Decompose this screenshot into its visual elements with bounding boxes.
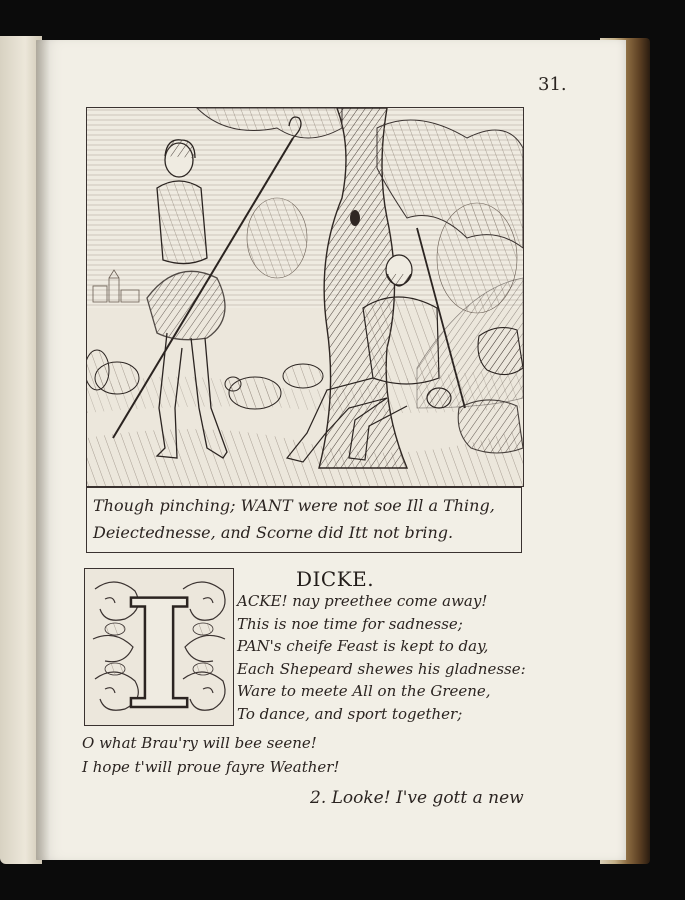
verse-line: To dance, and sport together; bbox=[237, 704, 463, 723]
drop-cap-letter: I bbox=[123, 569, 195, 725]
caption-line-2: Deiectednesse, and Scorne did Itt not bring. bbox=[93, 523, 454, 542]
caption-line-1: Though pinching; WANT were not soe Ill a Thing, bbox=[93, 496, 495, 515]
verse-line: Each Shepeard shewes his gladnesse: bbox=[237, 659, 526, 678]
page-number: 31. bbox=[538, 74, 567, 95]
verse-line: PAN's cheife Feast is kept to day, bbox=[237, 637, 489, 655]
pastoral-engraving-icon bbox=[86, 107, 524, 487]
verse-line: This is noe time for sadnesse; bbox=[237, 614, 463, 633]
verse-line: Ware to meete All on the Greene, bbox=[237, 682, 491, 700]
verse-line: I hope t'will proue fayre Weather! bbox=[82, 758, 340, 776]
illustration-caption bbox=[86, 487, 522, 553]
verse-line: O what Brau'ry will bee seene! bbox=[82, 734, 317, 752]
verse-line: ACKE! nay preethee come away! bbox=[237, 592, 488, 610]
stanza-continuation: 2. Looke! I've gott a new bbox=[310, 788, 524, 808]
verse-full-width bbox=[82, 731, 339, 779]
page-gutter-shadow bbox=[36, 40, 50, 860]
verse-indented bbox=[237, 590, 526, 725]
poem-title: DICKE. bbox=[296, 567, 375, 591]
ornamental-drop-cap bbox=[84, 568, 234, 726]
